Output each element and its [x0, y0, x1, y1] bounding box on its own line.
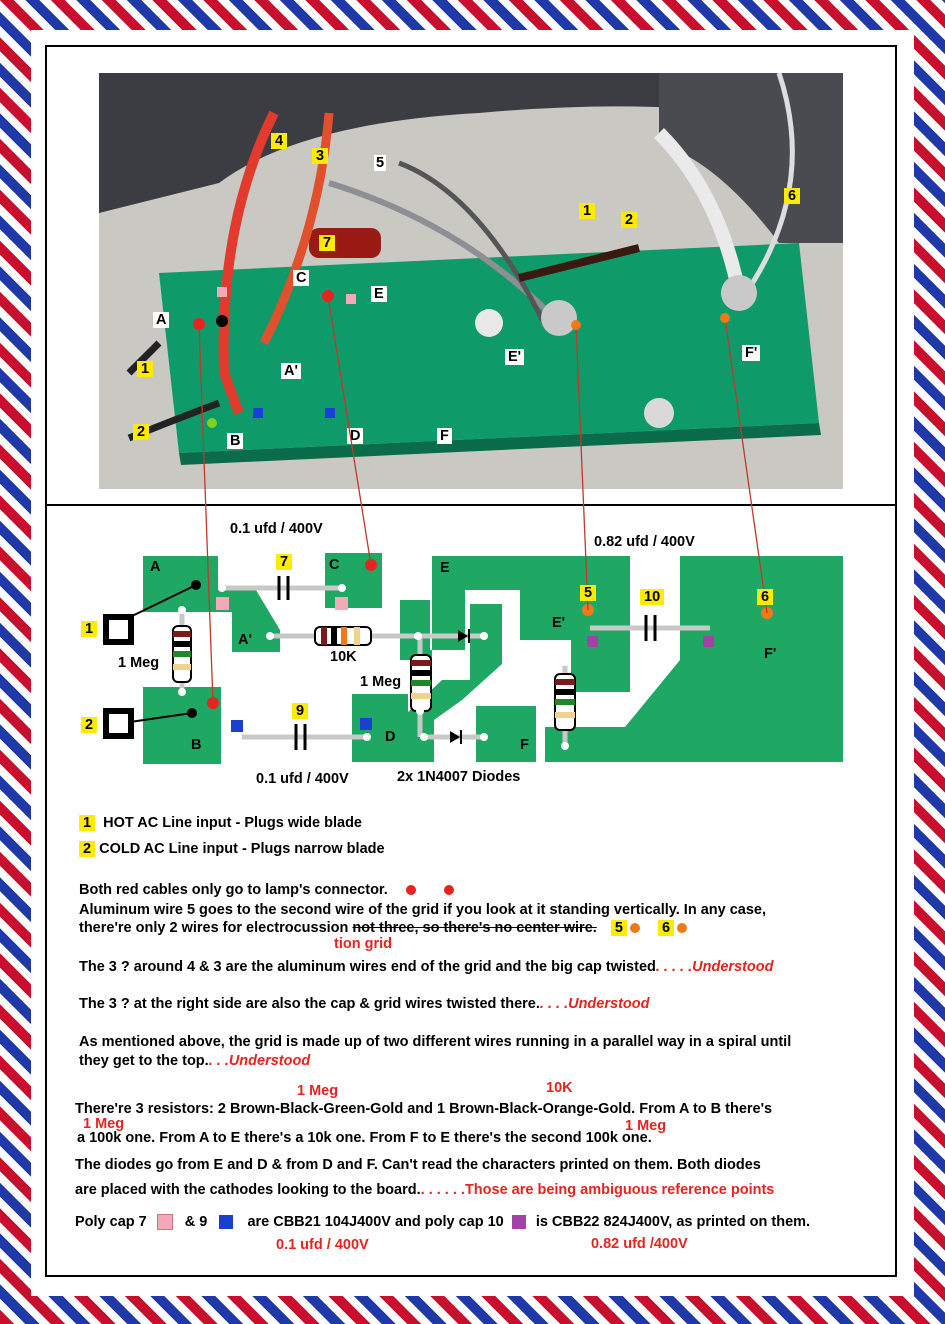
pad-label-f: F — [520, 737, 529, 753]
photo-badge-2-left: 2 — [133, 424, 149, 440]
cap-7-badge: 7 — [276, 554, 292, 570]
note-grid-1: As mentioned above, the grid is made up of two different wires running in a parallel way in a spiral until — [79, 1034, 792, 1050]
note-red-cables: Both red cables only go to lamp's connector. — [79, 882, 454, 898]
photo-badge-3: 3 — [312, 148, 328, 164]
note-right-side: The 3 ? at the right side are also the cap & grid wires twisted there.. . . .Understood — [79, 996, 650, 1012]
photo-badge-1-right: 1 — [579, 203, 595, 219]
note-grid-2: they get to the top.. . .Understood — [79, 1053, 311, 1069]
grid-6-badge: 6 — [757, 589, 773, 605]
resistor-10k — [315, 627, 371, 645]
note-aluminum-2: there're only 2 wires for electrocussion not three, so there's no center wire. 5 6 — [79, 920, 687, 936]
input-1-badge: 1 — [81, 621, 97, 637]
photo-label-f: F — [437, 428, 452, 444]
res-left-label: 1 Meg — [118, 655, 160, 671]
cap-right-value: 0.82 ufd / 400V — [594, 534, 695, 550]
note-diodes-2: are placed with the cathodes looking to the board.. . . . . .Those are being ambiguous reference points — [75, 1182, 775, 1198]
note-10k: 10K — [546, 1080, 573, 1096]
diodes-label: 2x 1N4007 Diodes — [397, 769, 521, 785]
note-aluminum-1: Aluminum wire 5 goes to the second wire of the grid if you look at it standing vertically. In any case, — [79, 902, 767, 918]
res-center-label: 1 Meg — [360, 674, 402, 690]
input-2-badge: 2 — [81, 717, 97, 733]
photo-badge-4: 4 — [271, 133, 287, 149]
resistor-center — [411, 655, 431, 711]
resistor-left — [173, 626, 191, 682]
pcb-traces — [143, 553, 843, 764]
cap-bottom-value: 0.1 ufd / 400V — [256, 771, 349, 787]
photo-label-f-prime: F' — [742, 345, 760, 361]
photo-label-b: B — [227, 433, 243, 449]
pad-label-e: E — [440, 560, 450, 576]
cap-9-badge: 9 — [292, 703, 308, 719]
note-polycaps: Poly cap 7 & 9 are CBB21 104J400V and poly cap 10 is CBB22 824J400V, as printed on them. — [75, 1214, 811, 1230]
photo-badge-7: 7 — [319, 235, 335, 251]
photo-label-d: D — [347, 428, 363, 444]
note-1meg-top: 1 Meg — [297, 1083, 339, 1099]
pad-label-c: C — [329, 557, 340, 573]
note-around-4-3: The 3 ? around 4 & 3 are the aluminum wires end of the grid and the big cap twisted. . . . .Understood — [79, 959, 774, 975]
res-mid-label: 10K — [330, 649, 357, 665]
pad-label-a: A — [150, 559, 161, 575]
photo-badge-6: 6 — [784, 188, 800, 204]
pad-label-b: B — [191, 737, 202, 753]
note-resistors-1: There're 3 resistors: 2 Brown-Black-Green-Gold and 1 Brown-Black-Orange-Gold. From A to B there's — [75, 1101, 773, 1117]
note-cap-value-2: 0.82 ufd /400V — [591, 1236, 688, 1252]
pad-label-e-prime: E' — [552, 615, 566, 631]
note-1meg-right: 1 Meg — [625, 1118, 667, 1134]
cap-10-badge: 10 — [640, 589, 664, 605]
note-diodes-1: The diodes go from E and D & from D and F. Can't read the characters printed on them. Both diodes — [75, 1157, 761, 1173]
photo-label-c: C — [293, 270, 309, 286]
pad-label-d: D — [385, 729, 396, 745]
photo-label-e: E — [371, 286, 387, 302]
photo-label-a: A — [153, 312, 169, 328]
pad-label-a-prime: A' — [238, 632, 252, 648]
photo-badge-5: 5 — [376, 155, 385, 171]
note-cap-value-1: 0.1 ufd / 400V — [276, 1237, 369, 1253]
note-hot-line: 1 HOT AC Line input - Plugs wide blade — [79, 815, 362, 831]
photo-badge-1-left: 1 — [137, 361, 153, 377]
cap-top-value: 0.1 ufd / 400V — [230, 521, 323, 537]
photo-label-a-prime: A' — [281, 363, 301, 379]
grid-5-badge: 5 — [580, 585, 596, 601]
photo-badge-2-right: 2 — [621, 212, 637, 228]
note-resistors-2: a 100k one. From A to E there's a 10k one. From F to E there's the second 100k one. — [77, 1130, 652, 1146]
resistor-right — [555, 674, 575, 730]
note-1meg-left: 1 Meg — [83, 1116, 125, 1132]
note-correction-grid: tion grid — [334, 936, 392, 952]
photo-label-e-prime: E' — [505, 349, 524, 365]
pad-label-f-prime: F' — [764, 646, 777, 662]
note-cold-line: 2 COLD AC Line input - Plugs narrow blade — [79, 841, 385, 857]
